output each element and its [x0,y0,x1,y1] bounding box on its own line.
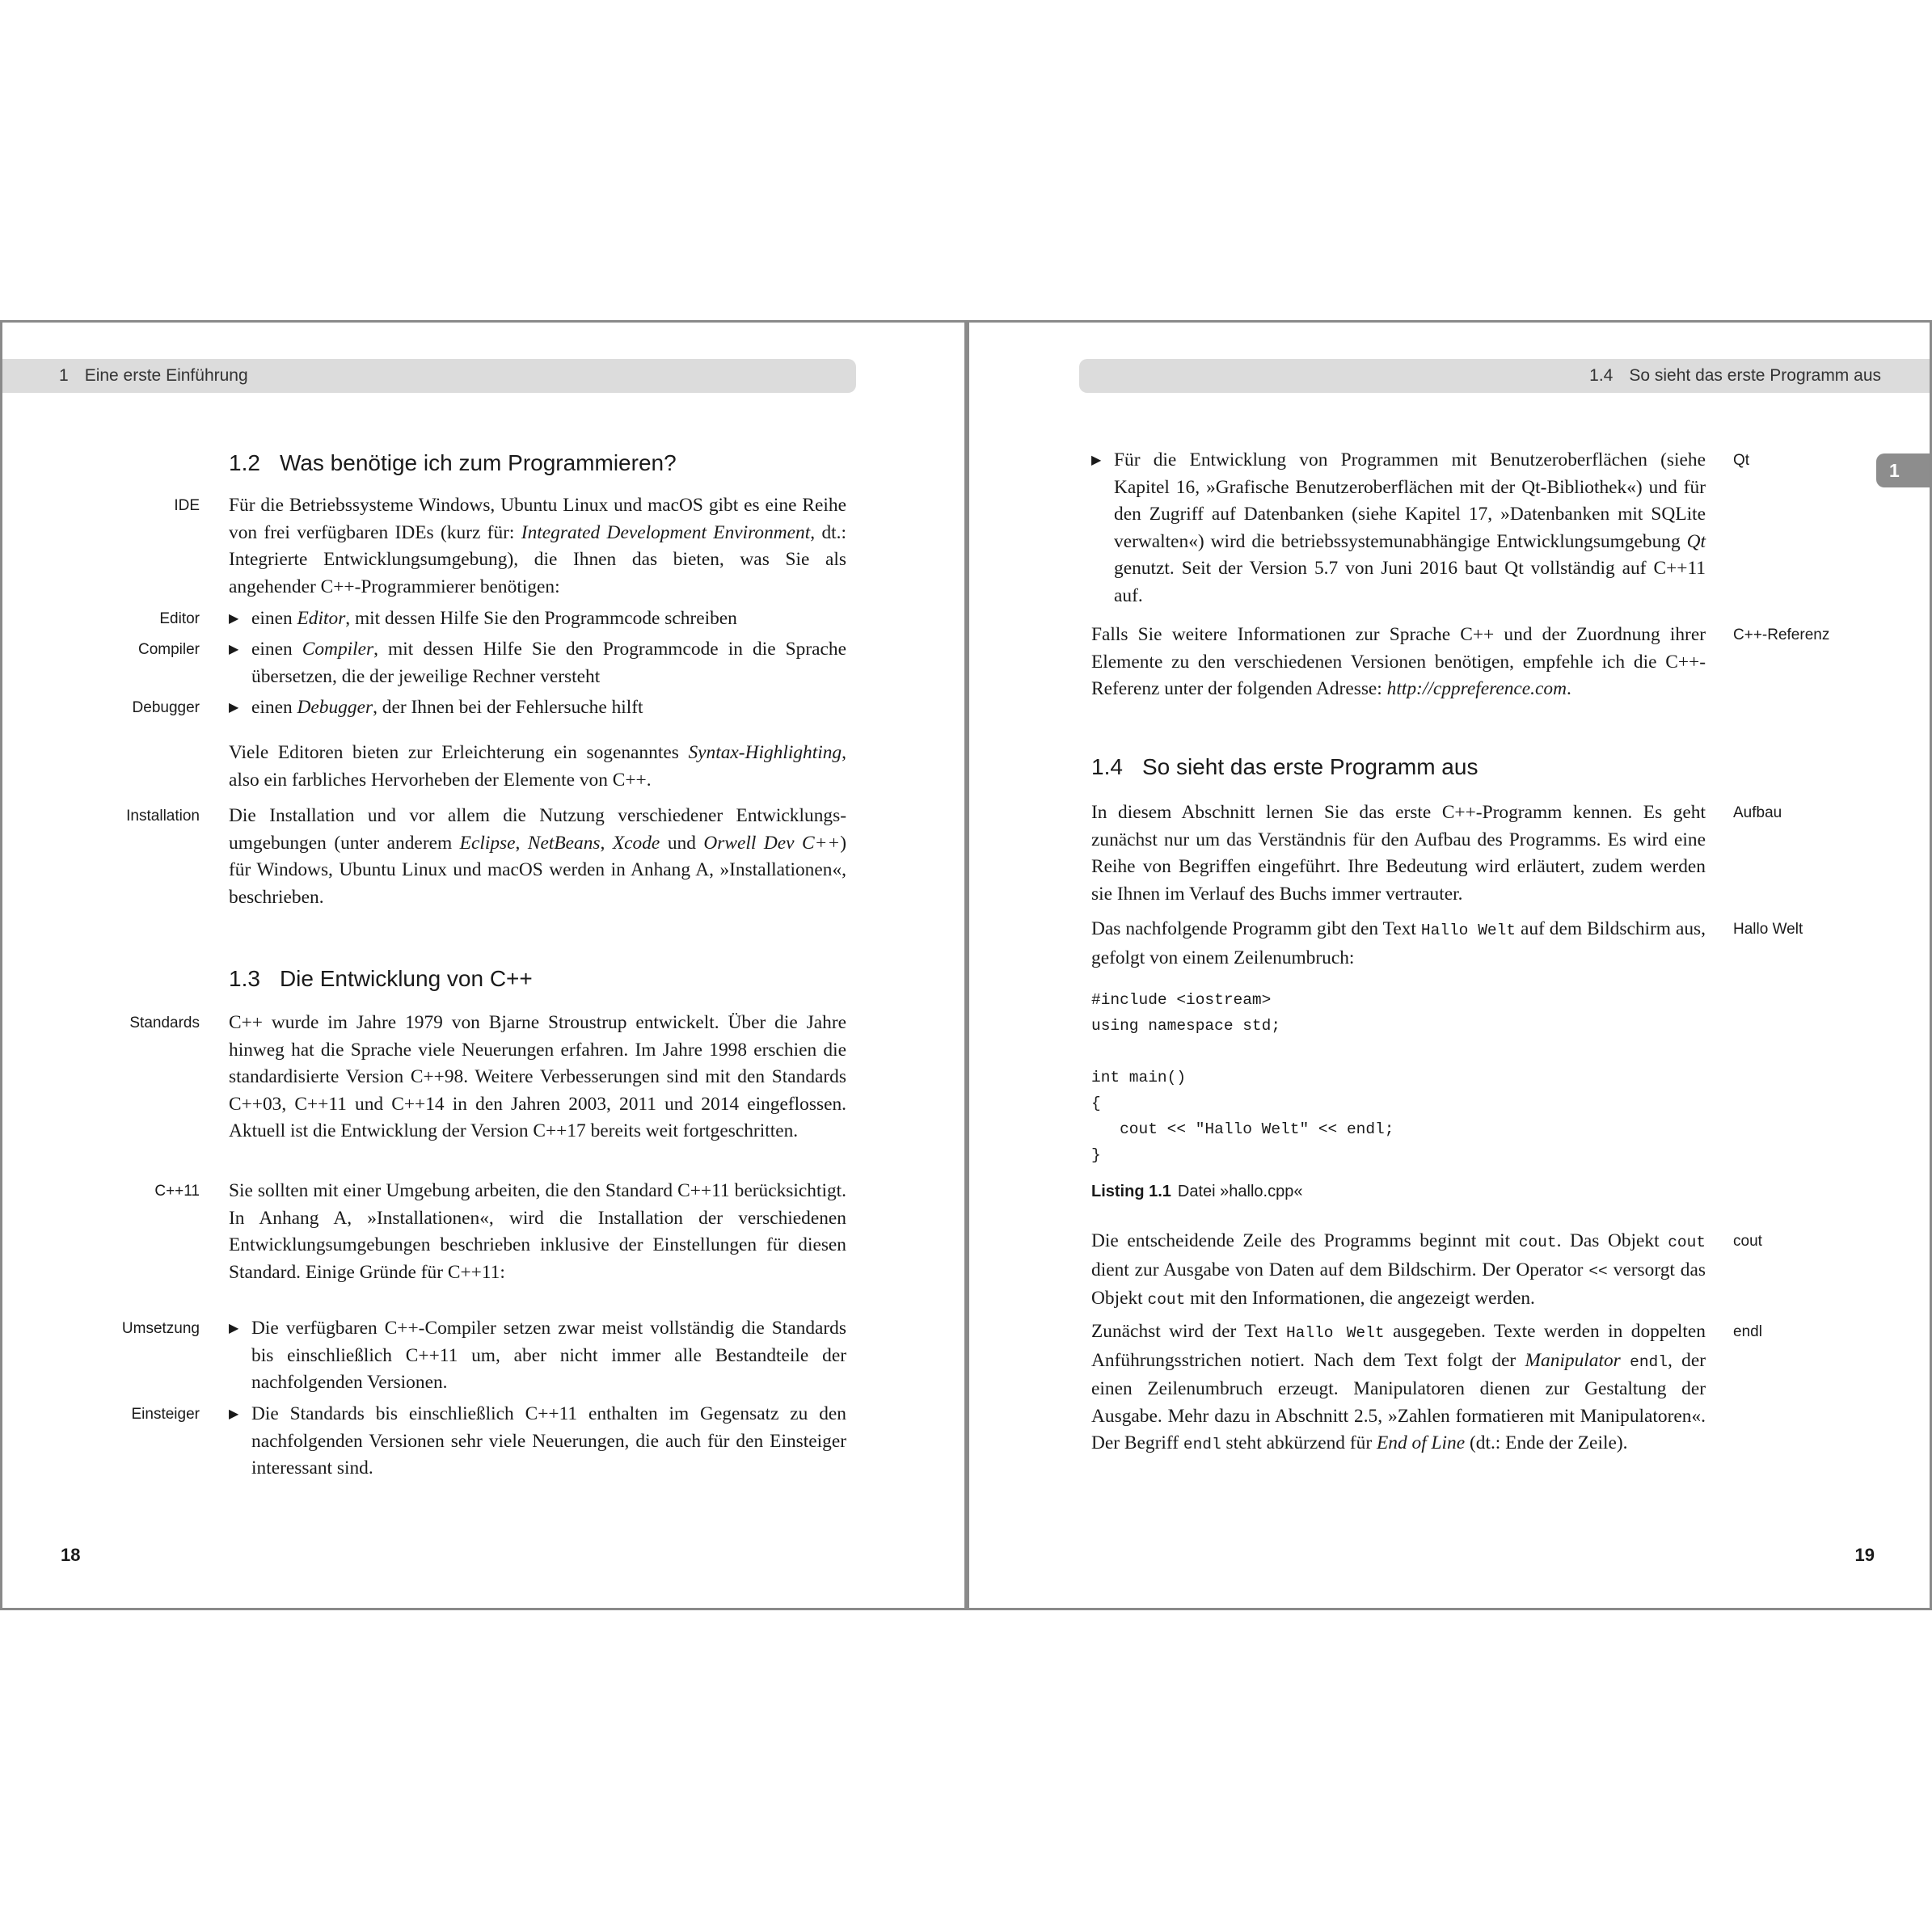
text: Viele Editoren bieten zur Erleichterung ein sogenanntes [229,742,689,763]
paragraph-cpp11: Sie sollten mit einer Umgebung arbeiten, die den Standard C++11 berücksichtigt. In Anhang A, »Installationen«, wird die Installation der verschiedenen Entwicklungsumgebungen beschrieben inklusive der Einstellungen für diesen Standard. Einige Gründe für C++11: [229,1180,846,1283]
heading-title: So sieht das erste Programm aus [1141,754,1479,779]
inline-code: cout [1668,1234,1706,1251]
paragraph-cpp-reference [1091,622,1706,703]
text: , der einen Zeilenumbruch erzeugt. Manipulatoren dienen zur Gestaltung der Ausgabe. Mehr dazu in Abschnitt 2.5, »Zahlen formatieren mit Manipulatoren«. Der Begriff [1091,1349,1706,1454]
code-listing: #include <iostream> using namespace std; int main() { cout << "Hallo Welt" << endl; } [1091,991,1394,1164]
margin-note-ide: IDE [174,497,200,514]
text-italic: Orwell Dev C++ [703,832,841,854]
paragraph-ide [229,492,846,601]
paragraph-hallo-welt [1091,916,1706,972]
paragraph-cout [1091,1228,1706,1314]
bullet-triangle-icon: ▶ [1091,453,1102,467]
running-header [1079,359,1932,393]
header-chapter-number: 1 [59,366,69,385]
bullet-compiler [229,636,846,690]
listing-caption [1091,1183,1302,1201]
bullet-einsteiger [229,1401,846,1483]
bullet-triangle-icon: ▶ [229,701,239,715]
bullet-triangle-icon: ▶ [229,1322,239,1335]
text: Zunächst wird der Text [1091,1321,1286,1342]
text-italic: Eclipse [459,832,516,854]
text: , also ein farbliches Hervorheben der Elemente von C++. [229,742,846,791]
bullet-debugger [229,694,846,722]
inline-code: endl [1183,1436,1221,1454]
margin-note-editor: Editor [159,610,200,627]
text: Die Installation und vor allem die Nutzung verschiedener Entwicklungsumgebungen (unter anderem [229,805,846,854]
text: , mit dessen Hilfe Sie den Programmcode schreiben [345,608,737,629]
margin-note-cpp11: C++11 [154,1183,200,1200]
text: steht abkürzend für [1221,1432,1377,1454]
bullet-triangle-icon: ▶ [229,643,239,656]
text: , der Ihnen bei der Fehlersuche hilft [373,697,643,718]
text: Für die Betriebssysteme Windows, Ubuntu Linux und macOS gibt es eine Reihe von frei verfügbaren IDEs (kurz für: [229,495,846,543]
header-section-title: So sieht das erste Programm aus [1629,366,1881,385]
text: Das nachfolgende Programm gibt den Text [1091,918,1421,939]
heading-number: 1.2 [229,450,260,475]
text: Falls Sie weitere Informationen zur Sprache C++ und der Zuordnung ihrer Elemente zu den verschiedenen Versionen benötigen, empfehle ich die C++-Referenz unter der folgenden Adresse: [1091,624,1706,700]
text: Die verfügbaren C++-Compiler setzen zwar meist vollständig die Standards bis einschließlich C++11 um, aber nicht immer alle Bestandteile der nachfolgenden Versionen. [251,1318,846,1394]
caption-label: Listing 1.1 [1091,1183,1171,1200]
text: . Das Objekt [1556,1230,1668,1251]
header-chapter-title: Eine erste Einführung [84,366,248,385]
margin-note-hallo-welt: Hallo Welt [1733,921,1803,938]
margin-note-cout: cout [1733,1233,1762,1250]
heading-number: 1.3 [229,966,260,991]
text-italic: End of Line [1376,1432,1466,1454]
text-italic: Compiler [302,639,374,660]
text-italic: NetBeans [527,832,601,854]
bullet-triangle-icon: ▶ [229,612,239,626]
text: auf dem Bildschirm aus, gefolgt von einem Zeilenumbruch: [1091,918,1706,968]
margin-note-einsteiger: Einsteiger [131,1406,200,1423]
text: und [660,832,704,854]
right-page [967,320,1932,1610]
margin-note-compiler: Compiler [137,641,200,658]
left-page [0,320,967,1610]
text: ausgegeben. Texte werden in doppelten Anführungsstrichen notiert. Nach dem Text folgt der [1091,1321,1706,1371]
text: mit den Informationen, die angezeigt werden. [1185,1288,1535,1310]
margin-note-qt: Qt [1733,452,1750,469]
text: einen [251,639,302,660]
caption-text: Datei »hallo.cpp« [1177,1183,1303,1200]
margin-note-endl: endl [1733,1323,1762,1340]
text: (dt.: Ende der Zeile). [1465,1432,1628,1454]
inline-code: endl [1630,1352,1668,1371]
paragraph-syntax-highlighting [229,740,846,794]
bullet-editor [229,605,846,633]
bullet-triangle-icon: ▶ [229,1407,239,1421]
header-section-number: 1.4 [1589,366,1614,385]
margin-note-installation: Installation [126,808,200,825]
heading-1-2 [229,450,677,476]
text: , [600,832,613,854]
paragraph-installation [229,803,846,911]
text: , [515,832,528,854]
paragraph-endl [1091,1318,1706,1459]
inline-code: Hallo Welt [1420,922,1516,939]
text-italic: Syntax-Highlighting [688,742,842,763]
heading-title: Die Entwicklung von C++ [279,966,533,991]
book-spread [0,320,1932,1614]
margin-note-aufbau: Aufbau [1733,804,1782,821]
heading-number: 1.4 [1091,754,1123,779]
margin-note-debugger: Debugger [132,699,200,716]
margin-note-standards: Standards [129,1015,200,1031]
running-header [2,359,856,393]
text: Die entscheidende Zeile des Programms beginnt mit [1091,1230,1519,1251]
text-italic: Qt [1686,530,1706,552]
inline-code: cout [1518,1234,1557,1251]
heading-1-4 [1091,754,1478,780]
text: genutzt. Seit der Version 5.7 von Juni 2016 baut Qt vollständig auf C++11 auf. [1114,558,1706,606]
margin-note-umsetzung: Umsetzung [121,1320,200,1337]
text: dient zur Ausgabe von Daten auf dem Bildschirm. Der Operator [1091,1259,1589,1280]
text-italic: Integrated Development Environment [521,521,811,543]
text: einen [251,697,297,718]
paragraph-standards: C++ wurde im Jahre 1979 von Bjarne Stroustrup entwickelt. Über die Jahre hinweg hat die Sprache viele Neuerungen erfahren. Im Jahre 1998 erschien die standardisierte Version C++98. Weitere Verbesserungen sind mit den Standards C++03, C++11 und C++14 in den Jahren 2003, 2011 und 2014 eingeflossen. Aktuell ist die Entwicklung der Version C++17 bereits weit fortgeschritten. [229,1012,846,1142]
text-italic: Debugger [297,697,373,718]
text-italic: Editor [297,608,346,629]
text: versorgt das Objekt [1091,1259,1706,1310]
text: , dt.: Integrierte Entwicklungsumgebung), die Ihnen das bieten, was Sie als angehender C++-Programmierer benötigen: [229,521,846,597]
chapter-thumb-tab: 1 [1876,453,1930,487]
text: ) für Windows, Ubuntu Linux und macOS werden in Anhang A, »Installationen«, beschrieben. [229,832,846,908]
margin-note-cpp-reference: C++-Referenz [1733,626,1830,643]
bullet-qt [1091,447,1706,610]
inline-code: cout [1147,1291,1186,1310]
heading-title: Was benötige ich zum Programmieren? [279,450,677,475]
inline-code: << [1588,1262,1608,1280]
text: . [1567,678,1571,700]
reference-url: http://cppreference.com [1386,678,1567,700]
text: einen [251,608,297,629]
text-italic: Xcode [612,832,660,854]
text: , mit dessen Hilfe Sie den Programmcode in die Sprache übersetzen, die der jeweilige Rechner versteht [251,639,846,687]
page-number: 19 [1854,1545,1875,1565]
heading-1-3 [229,966,533,992]
text: Für die Entwicklung von Programmen mit Benutzeroberflächen (siehe Kapitel 16, »Grafische Benutzeroberflächen mit der Qt-Bibliothek«) und für den Zugriff auf Datenbanken (siehe Kapitel 17, »Datenbanken mit SQLite verwalten«) wird die betriebssystemunabhängige Entwicklungsumgebung [1114,449,1706,552]
text [1621,1350,1630,1371]
text-italic: Manipulator [1525,1349,1621,1371]
text: Die Standards bis einschließlich C++11 enthalten im Gegensatz zu den nachfolgenden Versionen sehr viele Neuerungen, die auch für den Einsteiger interessant sind. [251,1403,846,1479]
page-number: 18 [61,1545,81,1565]
inline-code: Hallo Welt [1285,1324,1385,1342]
bullet-umsetzung [229,1315,846,1397]
paragraph-aufbau: In diesem Abschnitt lernen Sie das erste C++-Programm kennen. Es geht zunächst nur um das Verständnis für den Aufbau des Programms. Es wird eine Reihe von Begriffen eingeführt. Ihre Bedeutung wird erläutert, zudem werden sie Ihnen im Verlauf des Buchs immer vertrauter. [1091,802,1706,905]
